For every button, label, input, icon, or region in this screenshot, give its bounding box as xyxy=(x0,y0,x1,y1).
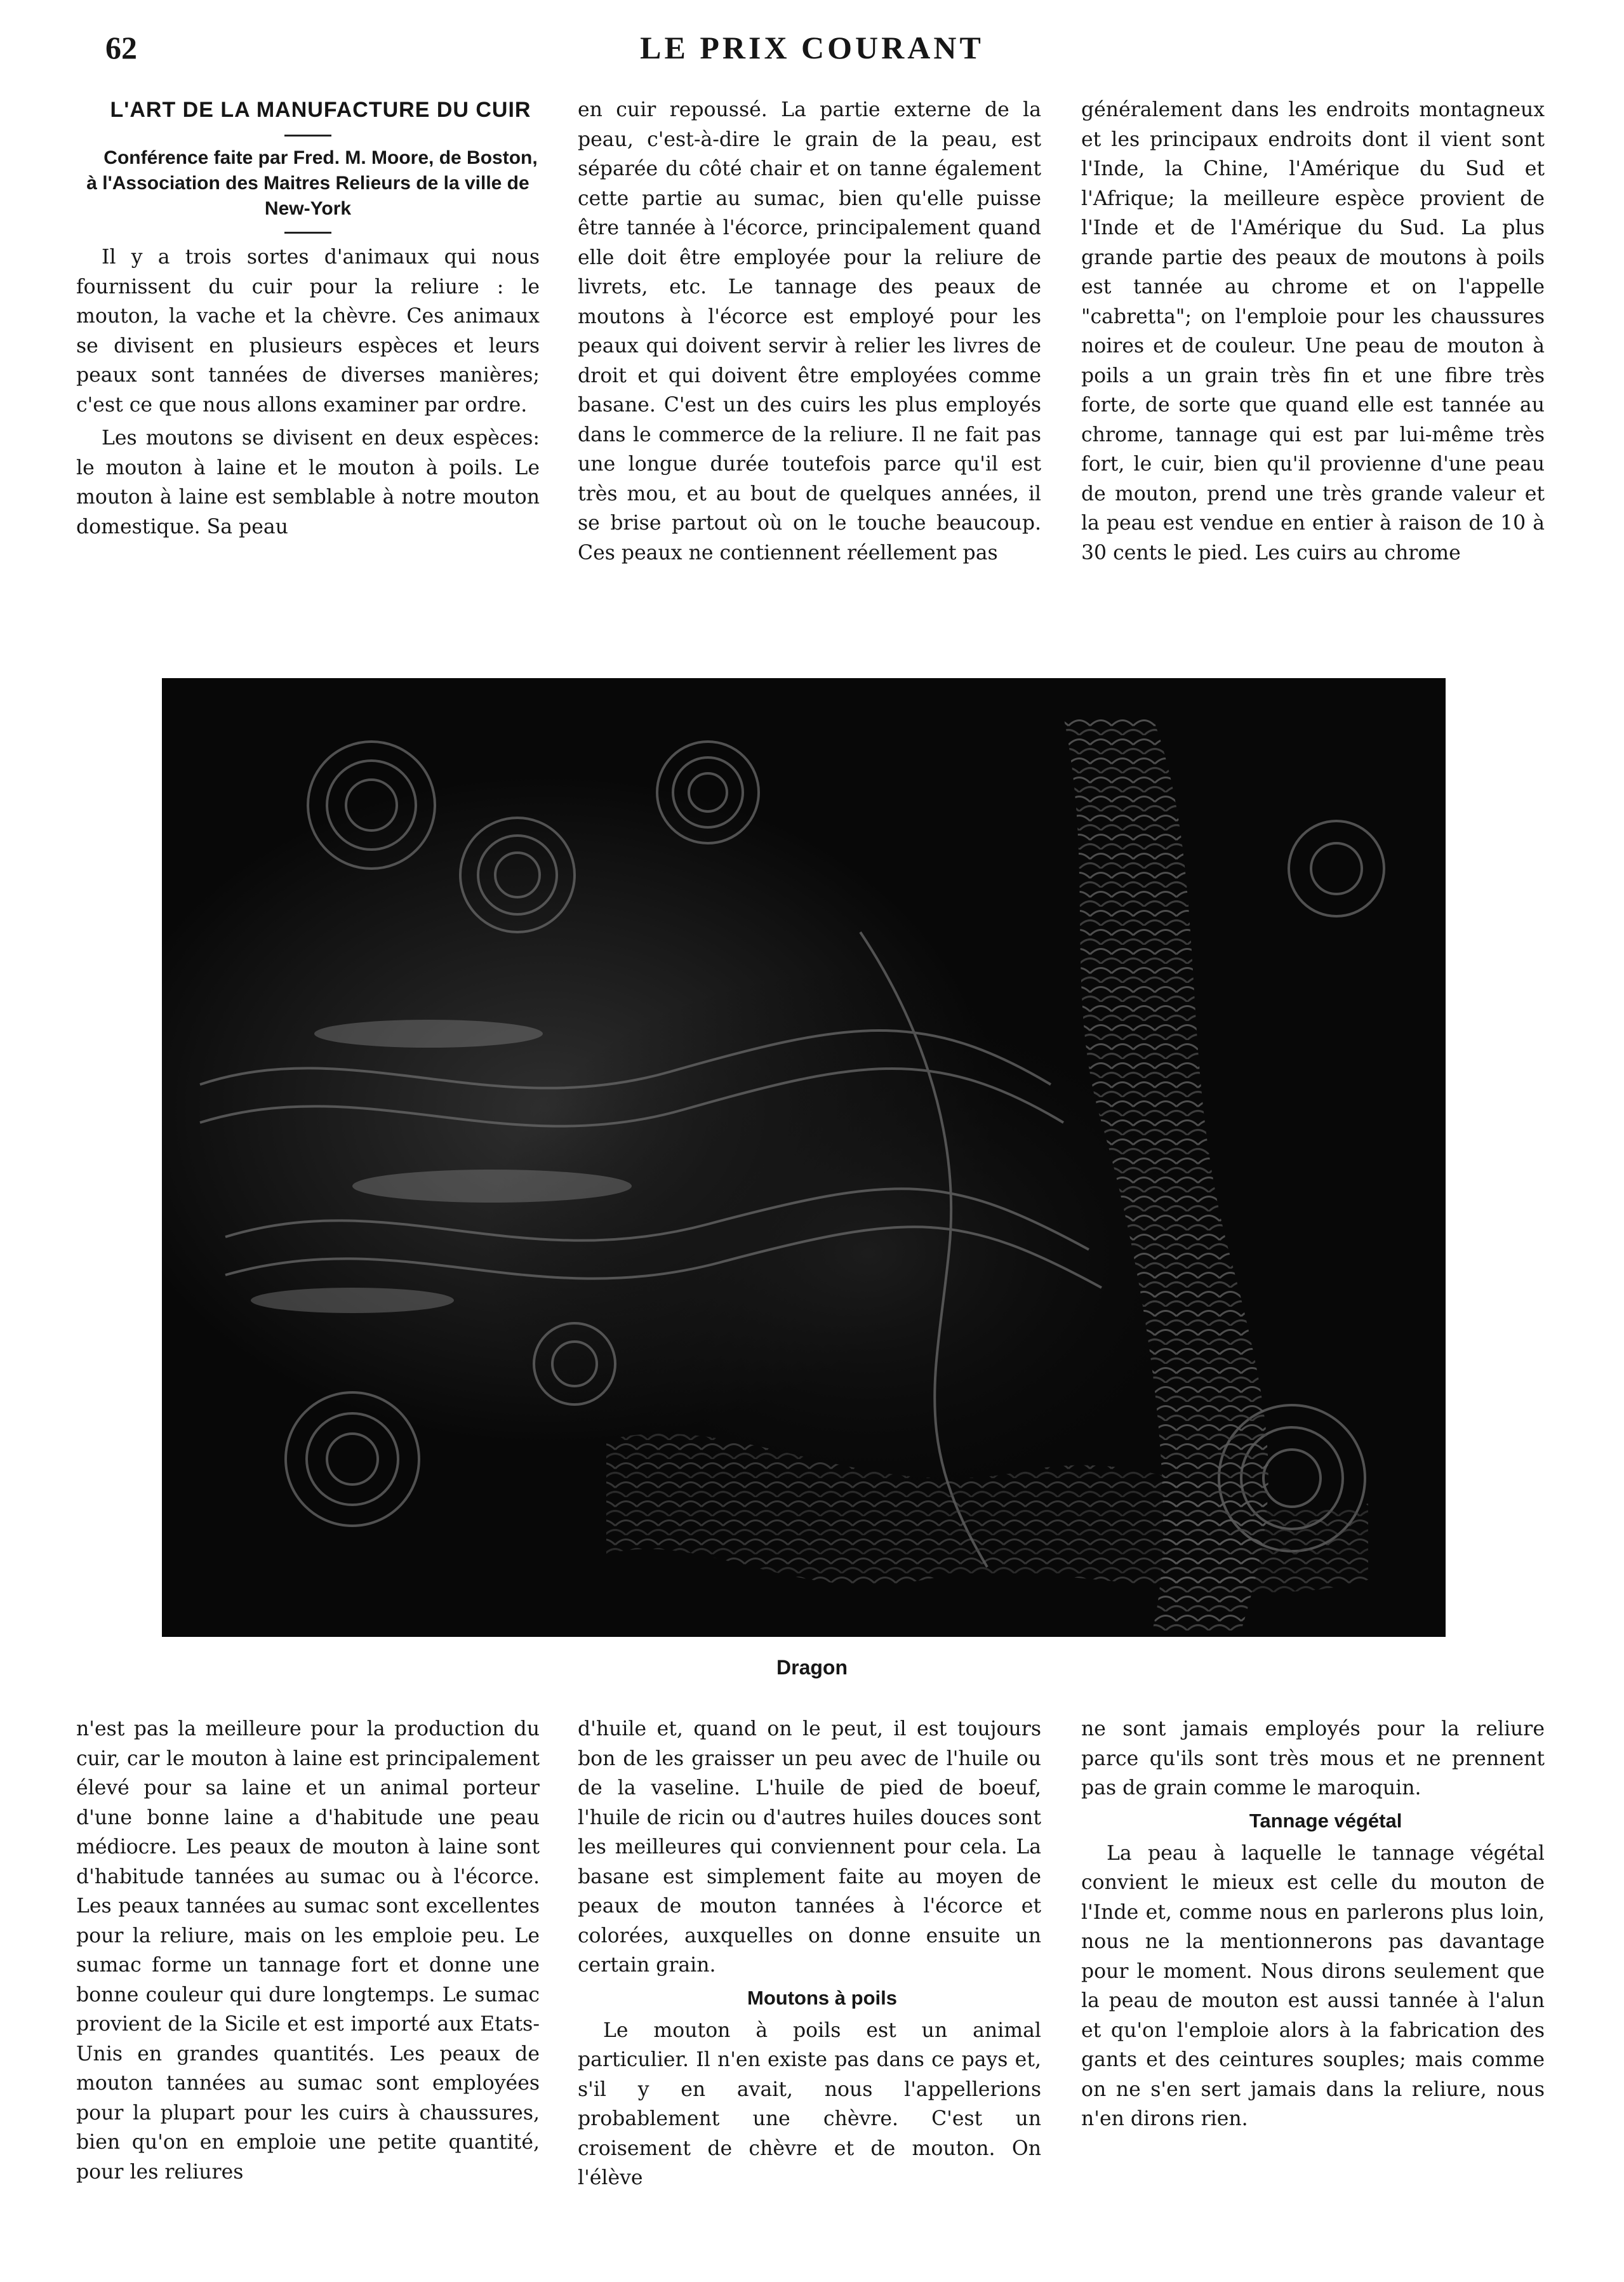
subtitle-rule xyxy=(284,232,331,234)
lower-column-3 xyxy=(1081,1714,1545,2134)
paragraph: La peau à laquelle le tannage végétal convient le mieux est celle du mouton de l'Inde et, comme nous en parlerons plus loin, nous ne la mentionnerons pas davantage pour le moment. Nous dirons seulement que la peau de mouton est aussi tannée à l'alun et qu'on l'emploie alors à la fabrication des gants et des ceintures souples; mais comme on ne s'en sert jamais dans la reliure, nous n'en dirons rien. xyxy=(1081,1841,1545,2130)
lower-column-2 xyxy=(578,1714,1041,2193)
running-title: LE PRIX COURANT xyxy=(640,30,984,65)
paragraph: ne sont jamais employés pour la reliure parce qu'ils sont très mous et ne prennent pas de grain comme le maroquin. xyxy=(1081,1718,1545,1799)
upper-column-3 xyxy=(1081,95,1545,568)
paragraph: n'est pas la meilleure pour la production du cuir, car le mouton à laine est principalement élevé pour sa laine et un animal porteur d'une bonne laine a d'habitude une peau médiocre. Les peaux de mouton à laine sont d'habitude tannées au sumac ou à l'écorce. Les peaux tannées au sumac sont excellentes pour la reliure, mais on les emploie peu. Le sumac forme un tannage fort et donne une bonne couleur qui dure longtemps. Le sumac provient de la Sicile et est importé aux Etats-Unis en grandes quantités. Les peaux de mouton tannées au sumac sont employées pour la plupart pour les cuirs à chaussures, bien qu'on en emploie une petite quantité, pour les reliures xyxy=(76,1718,540,2184)
title-rule xyxy=(284,135,331,137)
paragraph: d'huile et, quand on le peut, il est toujours bon de les graisser un peu avec de l'huile ou de la vaseline. L'huile de pied de boeuf, l'huile de ricin ou d'autres huiles douces sont les meilleures qui conviennent pour cela. La basane est simplement faite au moyen de peaux de mouton tannées à l'écorce et colorées, auxquelles on donne ensuite un certain grain. xyxy=(578,1718,1041,1977)
paragraph: Il y a trois sortes d'animaux qui nous fournissent du cuir pour la reliure : le mouton, la vache et la chèvre. Ces animaux se divisent en plusieurs espèces et leurs peaux sont tannées de diverses manières; c'est ce que nous allons examiner par ordre. xyxy=(76,246,540,417)
article-subtitle: Conférence faite par Fred. M. Moore, de Boston, à l'Association des Maitres Relieurs de la ville de New-York xyxy=(86,147,538,219)
paragraph: Le mouton à poils est un animal particulier. Il n'en existe pas dans ce pays et, s'il y en avait, nous l'appellerions probablement une chèvre. C'est un croisement de chèvre et de mouton. On l'élève xyxy=(578,2018,1041,2189)
article-title: L'ART DE LA MANUFACTURE DU CUIR xyxy=(110,98,531,122)
figure-caption: Dragon xyxy=(776,1656,848,1679)
section-heading: Moutons à poils xyxy=(747,1986,897,2009)
paragraph: Les moutons se divisent en deux espèces: le mouton à laine et le mouton à poils. Le mouton à laine est semblable à notre mouton domestique. Sa peau xyxy=(76,427,540,538)
embossed-leather-image xyxy=(162,678,1446,1637)
section-heading: Tannage végétal xyxy=(1249,1809,1402,1832)
upper-column-2 xyxy=(578,95,1041,568)
dragon-leather-photo xyxy=(162,678,1446,1637)
lower-column-1 xyxy=(76,1714,540,2187)
upper-column-1 xyxy=(76,95,540,542)
paragraph: en cuir repoussé. La partie externe de la peau, c'est-à-dire le grain de la peau, est séparée du côté chair et on tanne également cette partie au sumac, bien qu'elle puisse être tannée à l'écorce, principalement quand elle doit être employée pour la reliure de livrets, etc. Le tannage des peaux de moutons à l'écorce est employé pour les peaux qui doivent servir à relier les livres de droit et qui doivent être employées comme basane. C'est un des cuirs les plus employés dans le commerce de la reliure. Il ne fait pas une longue durée toutefois parce qu'il est très mou, et au bout de quelques années, il se brise partout où on le touche beaucoup. Ces peaux ne contiennent réellement pas xyxy=(578,98,1041,564)
page-number: 62 xyxy=(105,30,137,65)
paragraph: généralement dans les endroits montagneux et les principaux endroits dont il vient sont l'Inde, la Chine, l'Amérique du Sud et l'Afrique; la meilleure espèce provient de l'Inde et de l'Amérique du Sud. La plus grande partie des peaux de moutons à poils est tannée au chrome et on l'appelle "cabretta"; on l'emploie pour les chaussures noires et de couleur. Une peau de mouton à poils a un grain très fin et une fibre très forte, de sorte que quand elle est tannée au chrome, tannage qui est par lui-même très fort, le cuir, bien qu'il provienne d'une peau de mouton, prend une très grande valeur et la peau est vendue en entier à raison de 10 à 30 cents le pied. Les cuirs au chrome xyxy=(1081,98,1545,564)
